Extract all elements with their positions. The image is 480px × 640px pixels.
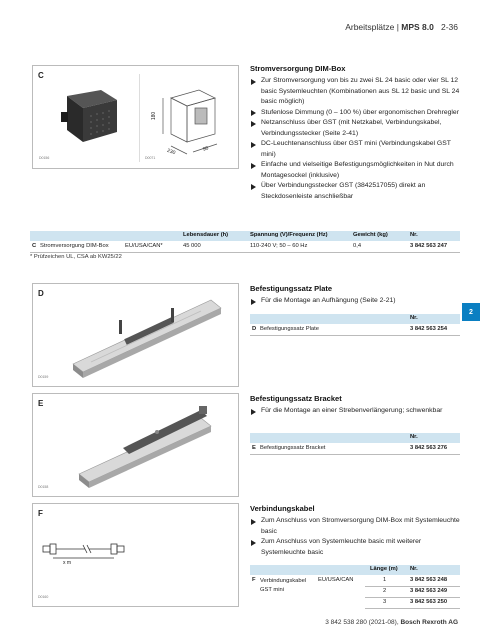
row-name: Befestigungssatz Plate	[260, 326, 319, 332]
col-nr: Nr.	[410, 434, 418, 440]
section-c-image-code-1: D0156	[39, 156, 50, 160]
section-f-table-body	[250, 576, 460, 609]
col-nr: Nr.	[410, 232, 418, 238]
bracket-mount-photo	[61, 400, 231, 490]
page-header: Arbeitsplätze | MPS 8.0 2-36	[345, 22, 458, 32]
section-e-image-box	[32, 393, 239, 497]
row-length: 1	[383, 577, 387, 583]
table-row	[250, 325, 460, 336]
page-footer	[325, 619, 458, 626]
row-name: Befestigungssatz Bracket	[260, 445, 326, 451]
row-part-number: 3 842 563 250	[410, 599, 448, 605]
col-voltage: Spannung (V)/Frequenz (Hz)	[250, 232, 328, 238]
section-e-letter: E	[38, 399, 44, 408]
table-row	[250, 444, 460, 455]
bullet-item: Einfache und vielseitige Befestigungsmöglichkeiten in Nut durch Montagesockel (inklusive)	[250, 160, 460, 181]
section-f-image-code: D0160	[38, 595, 49, 599]
col-nr: Nr.	[410, 566, 418, 572]
section-f-table-header	[250, 565, 460, 575]
col-length: Länge (m)	[370, 566, 398, 572]
table-row	[30, 242, 460, 253]
section-d-letter: D	[38, 289, 44, 298]
section-f-image-box	[32, 503, 239, 607]
bullet-item: Netzanschluss über GST (mit Netzkabel, Verbindungskabel, Verbindungsstecker (Seite 2-41)	[250, 118, 460, 139]
row-part-number: 3 842 563 249	[410, 588, 448, 594]
chapter-tab-label: 2	[469, 308, 473, 316]
section-d-table-header	[250, 314, 460, 324]
bullet-item: Für die Montage an einer Strebenverlängerung; schwenkbar	[250, 406, 460, 417]
table-row	[365, 598, 460, 609]
row-name: Stromversorgung DIM-Box	[40, 243, 109, 249]
row-weight: 0,4	[353, 243, 362, 249]
col-nr: Nr.	[410, 315, 418, 321]
plate-mount-photo	[61, 292, 231, 380]
bullet-item: Stufenlose Dimmung (0 – 100 %) über ergonomischen Drehregler	[250, 108, 460, 119]
image-divider	[139, 74, 140, 162]
bullet-item: Zur Stromversorgung von bis zu zwei SL 24 basic oder vier SL 12 basic Systemleuchten (Kombinationen aus SL 12 basic und SL 24 basic möglich)	[250, 76, 460, 108]
bullet-item: DC-Leuchtenanschluss über GST mini (Verbindungskabel GST mini)	[250, 139, 460, 160]
row-letter: D	[252, 326, 257, 332]
cable-drawing	[41, 536, 131, 566]
dimension-depth: 90	[202, 145, 210, 153]
section-c-image-box	[32, 65, 239, 169]
row-voltage: 110-240 V; 50 – 60 Hz	[250, 243, 308, 249]
bullet-item: Über Verbindungsstecker GST (3842517055) direkt an Steckdosenleiste anschließbar	[250, 181, 460, 202]
table-row	[365, 587, 460, 598]
dim-box-photo	[53, 86, 133, 156]
dimension-height: 180	[151, 111, 158, 121]
row-letter: E	[252, 445, 256, 451]
section-c-title: Stromversorgung DIM-Box	[250, 64, 346, 73]
header-section: Arbeitsplätze	[345, 22, 395, 32]
header-product: MPS 8.0	[401, 22, 434, 32]
section-c-bullets	[250, 76, 460, 202]
section-f-bullets	[250, 516, 460, 558]
row-part-number: 3 842 563 254	[410, 326, 448, 332]
section-c-table-header	[30, 231, 460, 241]
section-d-image-code: D0159	[38, 375, 49, 379]
row-part-number: 3 842 563 248	[410, 577, 448, 583]
cable-length-label: x m	[63, 560, 72, 566]
section-e-title: Befestigungssatz Bracket	[250, 394, 342, 403]
col-weight: Gewicht (kg)	[353, 232, 388, 238]
dimension-width: 230	[166, 147, 177, 157]
footnote: * Prüfzeichen UL, CSA ab KW25/22	[30, 254, 122, 260]
footer-doc-number: 3 842 538 280 (2021-08),	[325, 619, 399, 626]
footer-company: Bosch Rexroth AG	[400, 619, 458, 626]
bullet-item: Zum Anschluss von Systemleuchte basic mit weiterer Systemleuchte basic	[250, 537, 460, 558]
row-length: 2	[383, 588, 387, 594]
row-life: 45 000	[183, 243, 201, 249]
bullet-item: Zum Anschluss von Stromversorgung DIM-Box mit Systemleuchte basic	[250, 516, 460, 537]
row-letter: F	[252, 577, 256, 583]
row-region: EU/USA/CAN*	[125, 243, 163, 249]
section-c-image-code-2: D0071	[145, 156, 156, 160]
row-name: Verbindungskabel GST mini	[260, 578, 307, 593]
section-f-letter: F	[38, 509, 43, 518]
section-d-title: Befestigungssatz Plate	[250, 284, 333, 293]
section-e-bullets	[250, 406, 460, 417]
section-c-letter: C	[38, 71, 44, 80]
row-letter: C	[32, 243, 37, 249]
section-d-bullets	[250, 296, 460, 307]
row-part-number: 3 842 563 247	[410, 243, 448, 249]
header-page-number: 2-36	[440, 22, 458, 32]
chapter-tab[interactable]	[462, 303, 480, 321]
bullet-item: Für die Montage an Aufhängung (Seite 2-21)	[250, 296, 460, 307]
section-f-title: Verbindungskabel	[250, 504, 315, 513]
section-e-image-code: D0158	[38, 485, 49, 489]
section-d-image-box	[32, 283, 239, 387]
col-life: Lebensdauer (h)	[183, 232, 229, 238]
row-region: EU/USA/CAN	[318, 577, 354, 583]
row-length: 3	[383, 599, 387, 605]
dim-box-dimension-drawing	[145, 76, 233, 162]
row-part-number: 3 842 563 276	[410, 445, 448, 451]
table-row	[365, 576, 460, 587]
section-e-table-header	[250, 433, 460, 443]
